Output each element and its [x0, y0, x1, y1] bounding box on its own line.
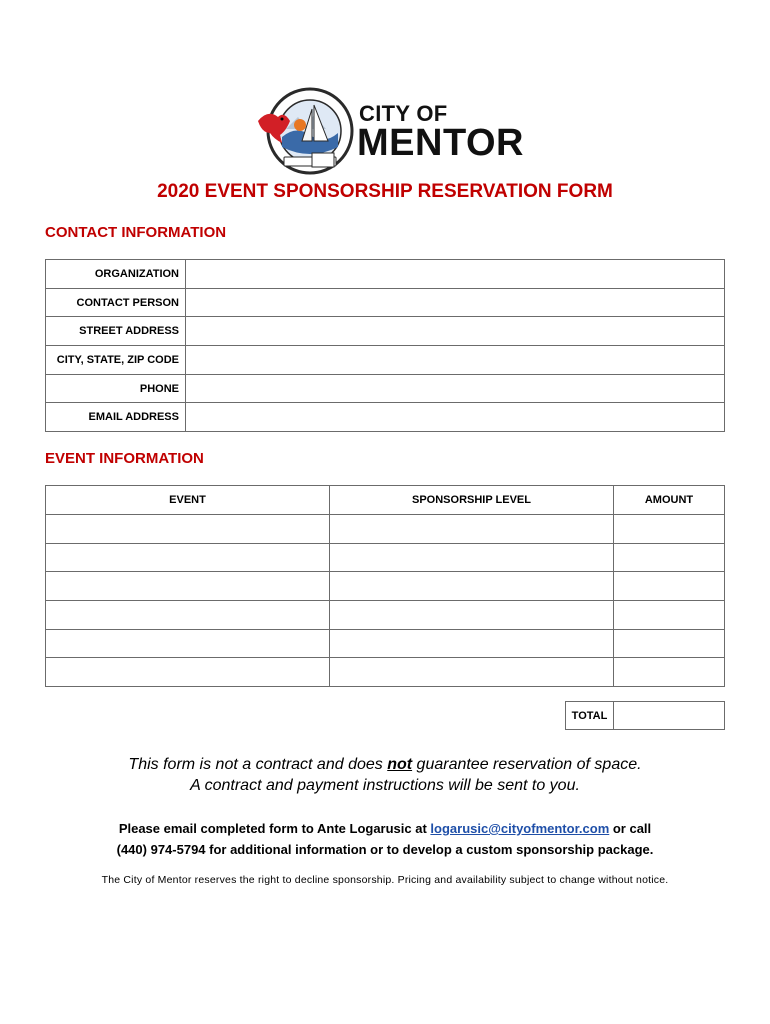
logo-city-of-text: CITY OF: [359, 101, 448, 126]
amount-cell[interactable]: [614, 601, 725, 630]
contact-field-label: PHONE: [46, 374, 186, 403]
event-table-header-row: [46, 486, 725, 515]
total-label: TOTAL: [566, 702, 614, 730]
event-cell[interactable]: [46, 572, 330, 601]
amount-cell[interactable]: [614, 658, 725, 687]
notice-line1-after: guarantee reservation of space.: [412, 756, 642, 773]
contact-info-table: [45, 259, 725, 432]
event-info-table: [45, 485, 725, 687]
contact-field-label: STREET ADDRESS: [46, 317, 186, 346]
event-row: [46, 629, 725, 658]
contact-line-after: or call: [609, 821, 652, 836]
sponsorship-level-cell[interactable]: [330, 543, 614, 572]
sponsorship-level-cell[interactable]: [330, 572, 614, 601]
event-cell[interactable]: [46, 543, 330, 572]
amount-cell[interactable]: [614, 543, 725, 572]
event-row: [46, 658, 725, 687]
amount-column-header: AMOUNT: [614, 486, 725, 515]
sponsorship-level-cell[interactable]: [330, 629, 614, 658]
contact-field-label: CITY, STATE, ZIP CODE: [46, 346, 186, 375]
sponsorship-level-column-header: SPONSORSHIP LEVEL: [330, 486, 614, 515]
contact-field-label: ORGANIZATION: [46, 260, 186, 289]
contact-line-before: Please email completed form to Ante Logarusic at: [118, 821, 431, 836]
contact-row: [46, 260, 725, 289]
disclaimer-text: The City of Mentor reserves the right to decline sponsorship. Pricing and availability subject to change without notice.: [101, 874, 669, 886]
city-logo: [256, 85, 536, 177]
event-cell[interactable]: [46, 601, 330, 630]
event-cell[interactable]: [46, 515, 330, 544]
notice-line1-before: This form is not a contract and does: [128, 756, 388, 773]
sponsorship-level-cell[interactable]: [330, 658, 614, 687]
contact-line2: (440) 974-5794 for additional information or to develop a custom sponsorship package.: [116, 842, 654, 857]
email-link[interactable]: logarusic@cityofmentor.com: [430, 821, 610, 836]
contact-row: [46, 374, 725, 403]
contact-row: [46, 403, 725, 432]
contact-row: [46, 288, 725, 317]
contact-field-input[interactable]: [186, 374, 725, 403]
logo-mentor-text: MENTOR: [357, 122, 524, 164]
sponsorship-level-cell[interactable]: [330, 601, 614, 630]
total-table: [565, 701, 725, 730]
event-cell[interactable]: [46, 658, 330, 687]
contact-instructions: [0, 818, 770, 860]
total-field[interactable]: [614, 702, 725, 730]
sponsorship-level-cell[interactable]: [330, 515, 614, 544]
city-seal-icon: [256, 85, 356, 177]
contact-field-input[interactable]: [186, 346, 725, 375]
event-row: [46, 601, 725, 630]
event-row: [46, 543, 725, 572]
form-title: 2020 EVENT SPONSORSHIP RESERVATION FORM: [157, 181, 613, 202]
notice-line2: A contract and payment instructions will be sent to you.: [190, 777, 580, 794]
amount-cell[interactable]: [614, 515, 725, 544]
event-cell[interactable]: [46, 629, 330, 658]
notice-emphasis: not: [387, 756, 413, 773]
contract-notice: [0, 754, 770, 796]
contact-field-label: EMAIL ADDRESS: [46, 403, 186, 432]
contact-row: [46, 317, 725, 346]
contact-field-label: CONTACT PERSON: [46, 288, 186, 317]
event-column-header: EVENT: [46, 486, 330, 515]
amount-cell[interactable]: [614, 572, 725, 601]
contact-field-input[interactable]: [186, 403, 725, 432]
contact-field-input[interactable]: [186, 288, 725, 317]
contact-field-input[interactable]: [186, 317, 725, 346]
contact-section-heading: CONTACT INFORMATION: [45, 224, 227, 241]
amount-cell[interactable]: [614, 629, 725, 658]
event-row: [46, 515, 725, 544]
event-section-heading: EVENT INFORMATION: [45, 450, 204, 467]
event-row: [46, 572, 725, 601]
contact-row: [46, 346, 725, 375]
contact-field-input[interactable]: [186, 260, 725, 289]
